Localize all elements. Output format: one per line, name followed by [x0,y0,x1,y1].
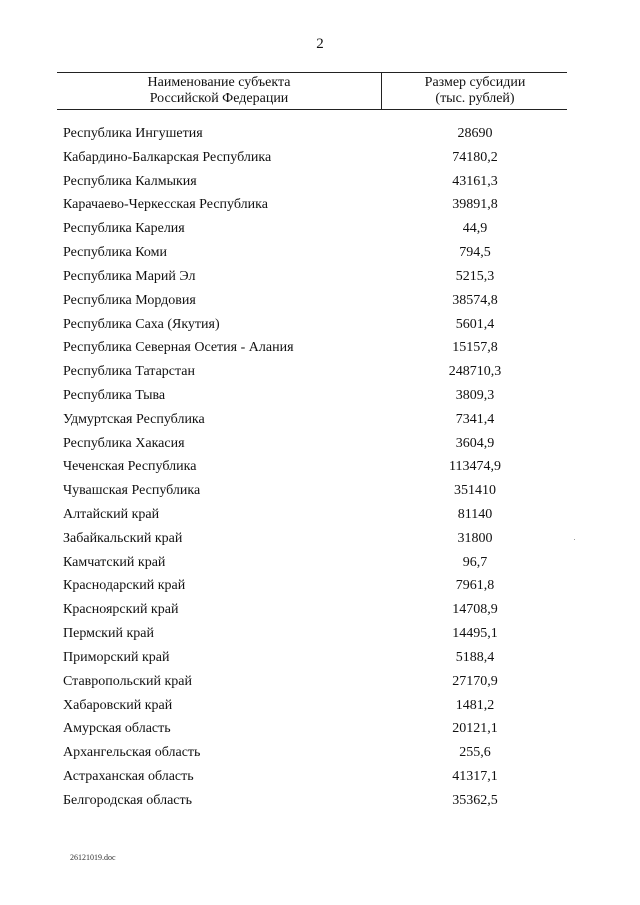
subsidy-amount: 14708,9 [452,602,498,618]
subject-name: Республика Калмыкия [63,173,197,189]
header-subject-name-line1: Наименование субъекта [147,75,291,90]
subject-name: Камчатский край [63,554,166,570]
table-row [57,384,567,408]
subject-name: Республика Ингушетия [63,126,203,141]
scan-speck [574,539,575,540]
subject-name: Республика Мордовия [63,292,196,308]
table-row [57,193,567,217]
subsidy-amount: 5215,3 [455,268,495,284]
subject-name: Алтайский край [63,507,160,522]
header-column-divider [381,73,382,109]
table-row [57,598,567,622]
subject-name: Красноярский край [63,602,179,618]
subject-name: Чеченская Республика [63,459,197,475]
table-row [57,717,567,741]
subsidy-amount: 351410 [454,483,496,499]
subject-name: Республика Северная Осетия - Алания [63,340,294,356]
subject-name: Республика Хакасия [63,435,185,451]
subsidy-amount: 96,7 [462,554,488,570]
table-row [57,336,567,360]
header-subject-name [57,75,381,107]
subsidy-amount: 7961,8 [455,578,495,594]
table-row [57,503,567,527]
table-row [57,170,567,194]
header-subsidy-amount [383,75,567,107]
subject-name: Удмуртская Республика [63,411,205,427]
table-row [57,551,567,575]
subsidy-amount: 74180,2 [452,149,498,165]
table-row [57,241,567,265]
table-row [57,694,567,718]
subsidy-amount: 3809,3 [455,387,495,403]
table-row [57,265,567,289]
subject-name: Республика Саха (Якутия) [63,316,220,332]
subsidy-amount: 27170,9 [452,673,498,689]
table-row [57,646,567,670]
subject-name: Астраханская область [63,768,194,784]
subsidy-amount: 248710,3 [448,364,502,380]
subsidy-amount: 7341,4 [455,411,495,427]
subsidy-amount: 44,9 [462,221,488,237]
table-row [57,622,567,646]
header-subsidy-amount-line2: (тыс. рублей) [435,91,515,106]
table-row [57,574,567,598]
table-row [57,432,567,456]
page-number: 2 [316,36,324,52]
footer-filename: 26121019.doc [70,853,116,862]
subsidy-amount: 5601,4 [455,316,495,332]
table-row [57,455,567,479]
subsidy-amount: 14495,1 [452,626,498,642]
subsidy-amount: 81140 [457,507,493,522]
subsidy-amount: 41317,1 [452,768,498,784]
subsidy-amount: 20121,1 [452,721,498,737]
subject-name: Забайкальский край [63,530,183,546]
subsidy-amount: 38574,8 [452,292,498,308]
table-row [57,122,567,146]
subject-name: Краснодарский край [63,578,186,594]
subject-name: Ставропольский край [63,673,192,689]
subject-name: Приморский край [63,649,170,665]
subject-name: Кабардино-Балкарская Республика [63,149,272,165]
subsidy-amount: 39891,8 [452,197,498,213]
subject-name: Амурская область [63,721,171,737]
subsidy-amount: 35362,5 [452,792,498,808]
table-header [57,72,567,110]
table-row [57,527,567,551]
subject-name: Чувашская Республика [63,483,201,499]
table-row [57,408,567,432]
subsidy-amount: 5188,4 [455,649,495,665]
subsidy-amount: 43161,3 [452,173,498,189]
subject-name: Пермский край [63,626,154,642]
table-row [57,360,567,384]
header-subject-name-line2: Российской Федерации [149,91,289,106]
subject-name: Архангельская область [63,745,201,761]
table-row [57,789,567,813]
table-row [57,289,567,313]
header-subsidy-amount-line1: Размер субсидии [424,75,526,90]
table-row [57,217,567,241]
table-row [57,313,567,337]
subject-name: Карачаево-Черкесская Республика [63,197,268,213]
subsidy-amount: 255,6 [459,745,491,761]
table-row [57,765,567,789]
subsidy-amount: 28690 [457,126,493,141]
subject-name: Белгородская область [63,792,193,808]
subject-name: Республика Татарстан [63,364,196,380]
subsidy-table-body [57,122,567,813]
table-row [57,741,567,765]
subsidy-amount: 794,5 [459,245,491,261]
subsidy-amount: 15157,8 [452,340,498,356]
subsidy-amount: 1481,2 [455,697,495,713]
subsidy-amount: 3604,9 [455,435,495,451]
table-row [57,479,567,503]
subject-name: Республика Тыва [63,387,166,403]
subsidy-amount: 113474,9 [449,459,501,475]
subject-name: Республика Марий Эл [63,268,196,284]
table-row [57,146,567,170]
subject-name: Республика Карелия [63,221,185,237]
table-row [57,670,567,694]
subject-name: Хабаровский край [63,697,173,713]
subsidy-amount: 31800 [457,530,493,546]
subject-name: Республика Коми [63,245,167,261]
